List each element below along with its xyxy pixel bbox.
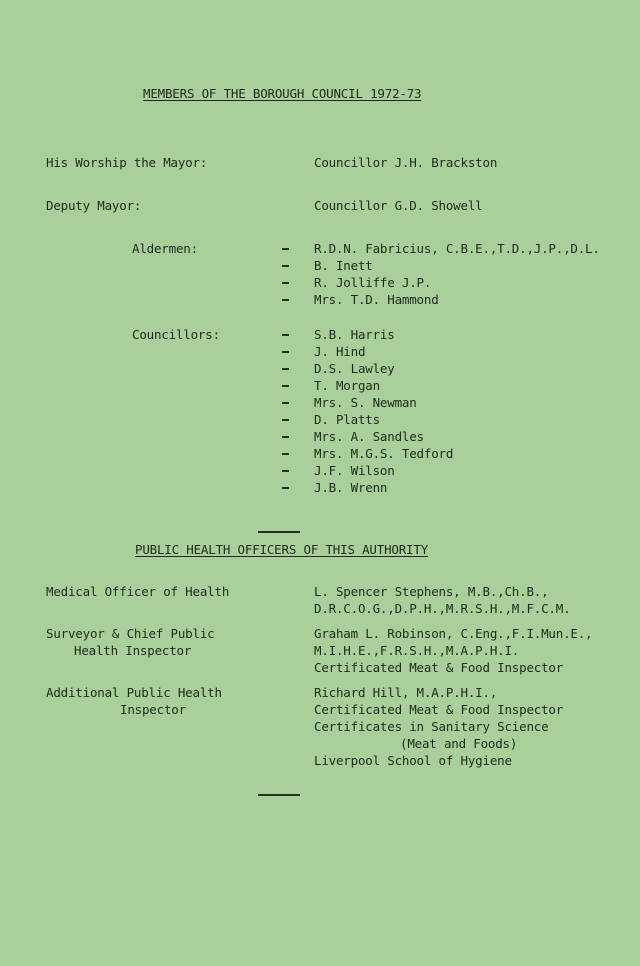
- list-item: Mrs. T.D. Hammond: [314, 292, 439, 307]
- officer-detail: Liverpool School of Hygiene: [314, 753, 512, 768]
- list-item: Mrs. M.G.S. Tedford: [314, 446, 454, 461]
- officer-detail: Richard Hill, M.A.P.H.I.,: [314, 685, 498, 700]
- list-dash: [282, 402, 289, 404]
- list-item: T. Morgan: [314, 378, 380, 393]
- officer-detail: Graham L. Robinson, C.Eng.,F.I.Mun.E.,: [314, 626, 593, 641]
- deputy-mayor-label: Deputy Mayor:: [46, 198, 142, 213]
- list-dash: [282, 282, 289, 284]
- officer-detail: L. Spencer Stephens, M.B.,Ch.B.,: [314, 584, 549, 599]
- mayor-value: Councillor J.H. Brackston: [314, 155, 498, 170]
- list-dash: [282, 299, 289, 301]
- list-item: J. Hind: [314, 344, 366, 359]
- list-item: Mrs. S. Newman: [314, 395, 417, 410]
- list-item: R.D.N. Fabricius, C.B.E.,T.D.,J.P.,D.L.: [314, 241, 600, 256]
- list-dash: [282, 351, 289, 353]
- list-dash: [282, 334, 289, 336]
- list-dash: [282, 436, 289, 438]
- section-divider: [258, 794, 300, 796]
- list-item: J.B. Wrenn: [314, 480, 388, 495]
- council-title: MEMBERS OF THE BOROUGH COUNCIL 1972-73: [143, 86, 422, 101]
- officer-role: Additional Public Health: [46, 685, 222, 700]
- officer-role: Medical Officer of Health: [46, 584, 230, 599]
- list-dash: [282, 385, 289, 387]
- list-dash: [282, 470, 289, 472]
- officers-title: PUBLIC HEALTH OFFICERS OF THIS AUTHORITY: [135, 542, 429, 557]
- officer-detail: Certificated Meat & Food Inspector: [314, 702, 564, 717]
- list-dash: [282, 265, 289, 267]
- list-item: S.B. Harris: [314, 327, 395, 342]
- list-item: Mrs. A. Sandles: [314, 429, 424, 444]
- deputy-mayor-value: Councillor G.D. Showell: [314, 198, 483, 213]
- list-item: D.S. Lawley: [314, 361, 395, 376]
- officer-detail: D.R.C.O.G.,D.P.H.,M.R.S.H.,M.F.C.M.: [314, 601, 571, 616]
- councillors-label: Councillors:: [132, 327, 220, 342]
- aldermen-label: Aldermen:: [132, 241, 198, 256]
- list-dash: [282, 248, 289, 250]
- list-item: B. Inett: [314, 258, 373, 273]
- list-item: J.F. Wilson: [314, 463, 395, 478]
- list-dash: [282, 487, 289, 489]
- list-dash: [282, 419, 289, 421]
- officer-detail: Certificates in Sanitary Science: [314, 719, 549, 734]
- officer-role: Surveyor & Chief Public: [46, 626, 215, 641]
- officer-detail: Certificated Meat & Food Inspector: [314, 660, 564, 675]
- officer-role: Health Inspector: [74, 643, 192, 658]
- officer-detail: M.I.H.E.,F.R.S.H.,M.A.P.H.I.: [314, 643, 520, 658]
- list-item: D. Platts: [314, 412, 380, 427]
- list-dash: [282, 453, 289, 455]
- list-dash: [282, 368, 289, 370]
- section-divider: [258, 531, 300, 533]
- officer-detail: (Meat and Foods): [400, 736, 518, 751]
- officer-role: Inspector: [120, 702, 186, 717]
- mayor-label: His Worship the Mayor:: [46, 155, 208, 170]
- list-item: R. Jolliffe J.P.: [314, 275, 432, 290]
